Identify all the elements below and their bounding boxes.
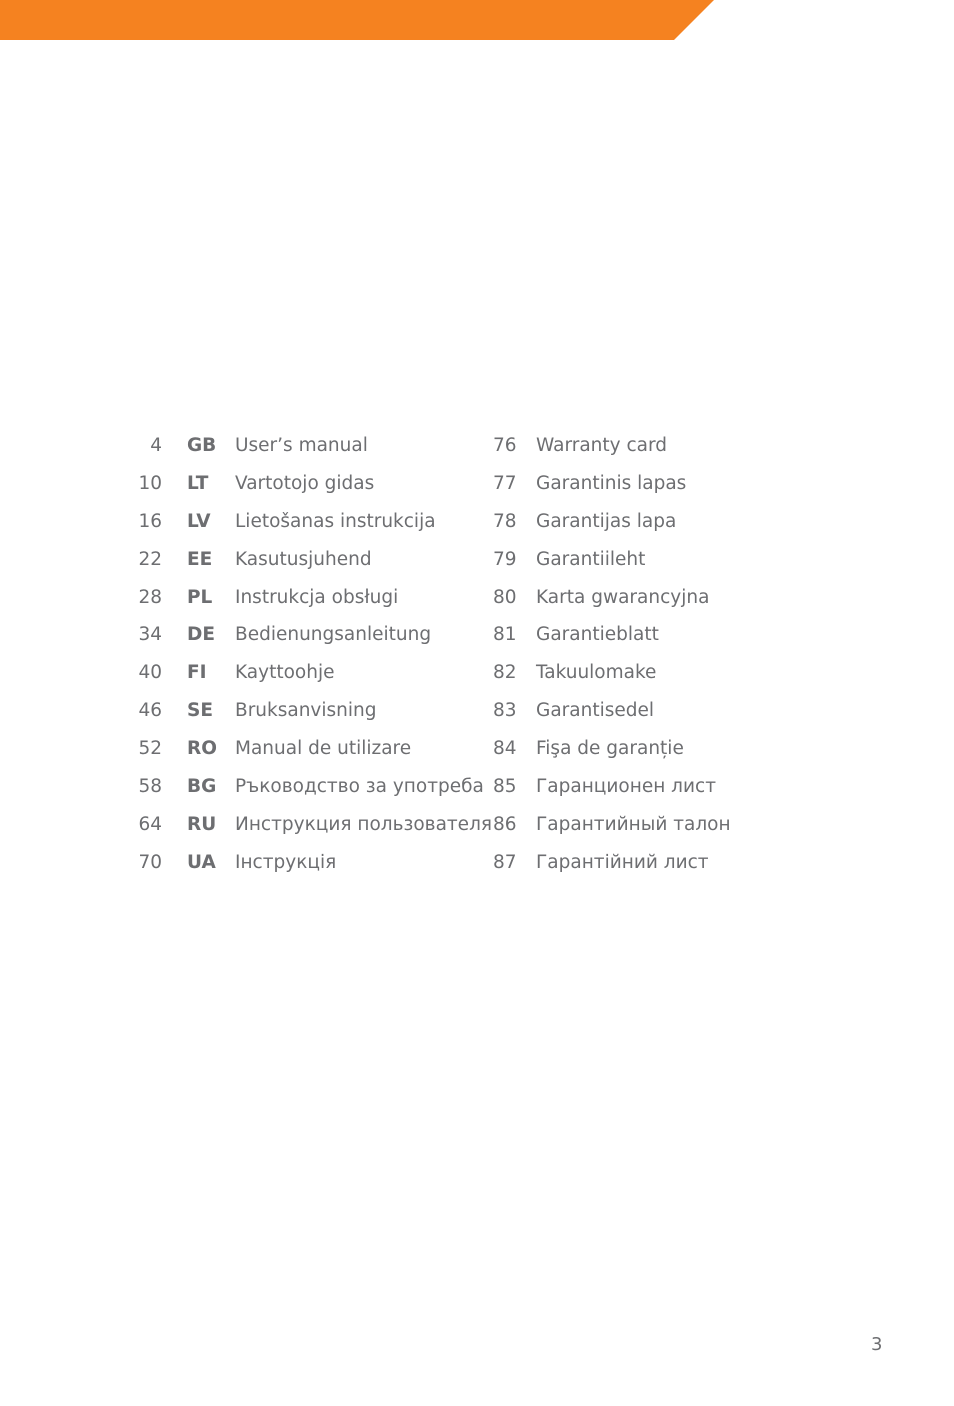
manual-page-number: 4 [150,435,162,456]
warranty-page-number: 85 [493,776,517,798]
warranty-title: Гарантийный талон [536,813,731,835]
manual-title: Manual de utilizare [235,738,412,760]
warranty-title: Гаранционен лист [536,776,716,798]
warranty-title: Garantijas lapa [536,510,677,532]
warranty-page-number: 84 [493,738,517,760]
page-number: 3 [871,1334,883,1355]
warranty-page-number: 77 [493,472,517,494]
toc-row [0,768,954,806]
manual-page-number: 34 [138,624,162,646]
toc-row [0,730,954,768]
language-code: RO [187,738,217,760]
language-code: SE [187,700,213,722]
warranty-page-number: 80 [493,586,517,608]
warranty-title: Гарантійний лист [536,851,709,873]
language-code: FI [187,662,207,684]
manual-title: Kasutusjuhend [235,548,372,570]
toc-row [0,692,954,730]
warranty-page-number: 87 [493,851,517,873]
manual-title: Instrukcja obsługi [235,586,399,608]
language-code: UA [187,851,216,873]
toc-row [0,616,954,654]
manual-title: Bruksanvisning [235,700,377,722]
toc-row [0,806,954,844]
manual-page-number: 28 [138,586,162,608]
language-code: DE [187,624,215,646]
toc-row [0,579,954,617]
toc-row [0,844,954,882]
warranty-title: Fişa de garanție [536,738,684,760]
manual-title: Kayttoohje [235,662,335,684]
manual-title: Інструкція [235,851,337,873]
manual-page-number: 46 [138,700,162,722]
manual-title: Инструкция пользователя [235,813,493,835]
toc-row [0,427,954,465]
language-code: LV [187,510,211,532]
warranty-title: Karta gwarancyjna [536,586,710,608]
manual-page-number: 58 [138,776,162,798]
manual-page-number: 64 [138,813,162,835]
manual-title: Lietošanas instrukcija [235,510,436,532]
top-orange-banner [0,0,714,40]
manual-title: Ръководство за употреба [235,776,484,798]
language-code: GB [187,435,217,456]
warranty-title: Garantieblatt [536,624,659,646]
warranty-title: Garantisedel [536,700,655,722]
manual-title: Bedienungsanleitung [235,624,432,646]
warranty-page-number: 86 [493,813,517,835]
warranty-page-number: 83 [493,700,517,722]
warranty-page-number: 81 [493,624,517,646]
language-code: BG [187,776,217,798]
language-code: LT [187,472,209,494]
warranty-title: Garantinis lapas [536,472,687,494]
warranty-page-number: 76 [493,435,517,456]
manual-page-number: 52 [138,738,162,760]
warranty-page-number: 79 [493,548,517,570]
warranty-title: Warranty card [536,435,668,456]
manual-page-number: 40 [138,662,162,684]
manual-page-number: 22 [138,548,162,570]
warranty-page-number: 78 [493,510,517,532]
language-code: EE [187,548,213,570]
language-code: RU [187,813,217,835]
manual-title: Vartotojo gidas [235,472,375,494]
manual-title: User’s manual [235,435,368,456]
manual-page-number: 10 [138,472,162,494]
toc-row [0,465,954,503]
manual-page-number: 16 [138,510,162,532]
toc-row [0,503,954,541]
toc-row [0,654,954,692]
table-of-contents [0,427,954,882]
language-code: PL [187,586,213,608]
warranty-page-number: 82 [493,662,517,684]
toc-row [0,541,954,579]
manual-page-number: 70 [138,851,162,873]
warranty-title: Takuulomake [536,662,657,684]
warranty-title: Garantiileht [536,548,646,570]
